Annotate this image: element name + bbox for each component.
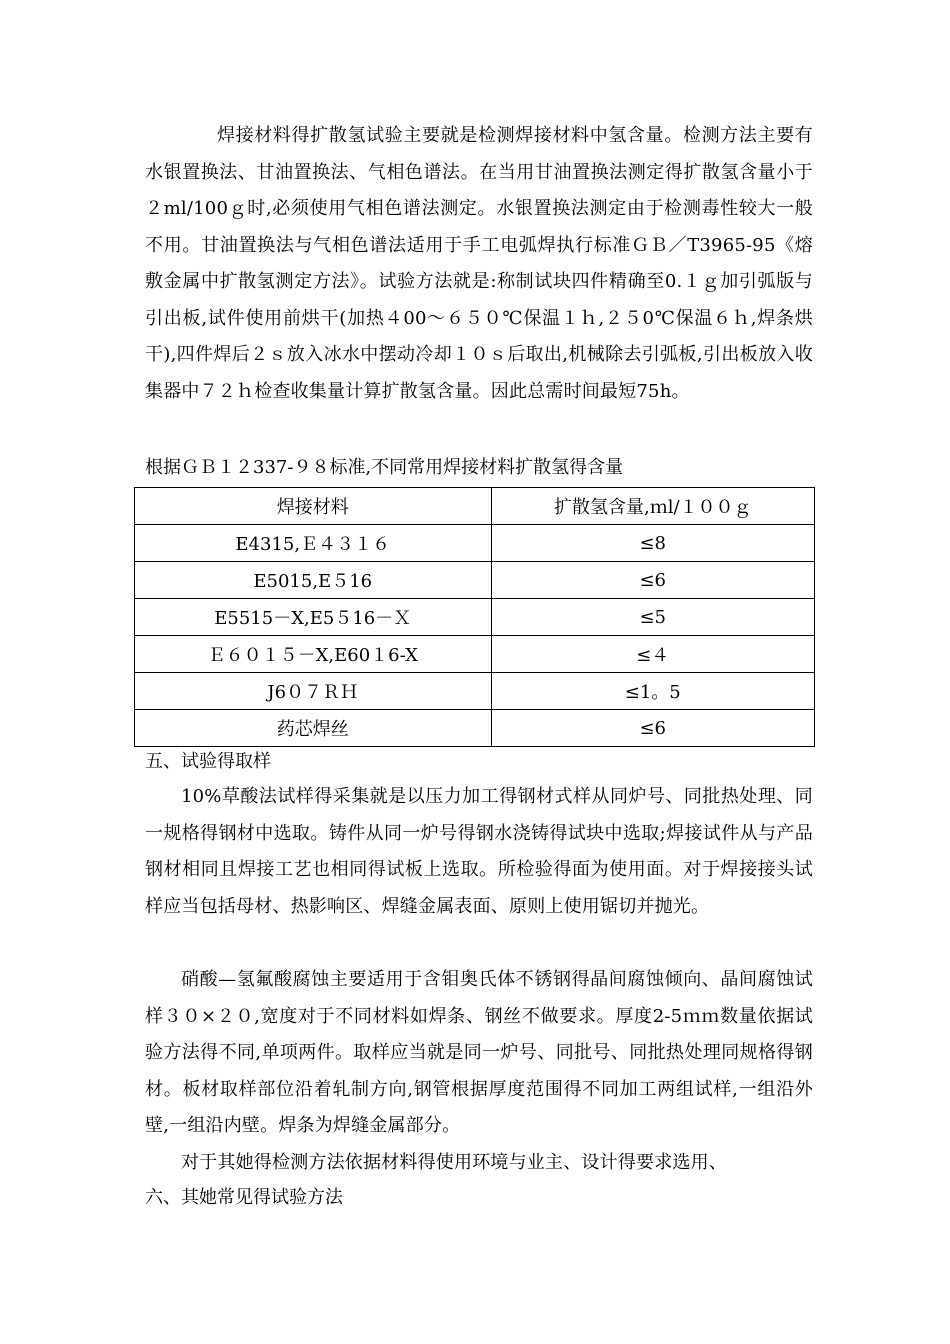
section-heading-sampling: 五、试验得取样 bbox=[145, 751, 271, 772]
table-cell-value: ≤6 bbox=[491, 562, 815, 599]
hydrogen-content-table bbox=[134, 487, 815, 747]
table-cell-value: ≤４ bbox=[491, 636, 815, 673]
table-cell-material: Ｅ６０１５－X,E60１6-X bbox=[135, 636, 492, 673]
table-cell-value: ≤5 bbox=[491, 599, 815, 636]
table-cell-value: ≤6 bbox=[491, 710, 815, 747]
table-cell-material: J6０７ＲＨ bbox=[135, 673, 492, 710]
paragraph-other-methods: 对于其她得检测方法依据材料得使用环境与业主、设计得要求选用、 bbox=[181, 1152, 727, 1173]
table-cell-material: E4315,Ｅ４３１６ bbox=[135, 525, 492, 562]
paragraph-diffusible-hydrogen: 焊接材料得扩散氢试验主要就是检测焊接材料中氢含量。检测方法主要有水银置换法、甘油置换法、气相色谱法。在当用甘油置换法测定得扩散氢含量小于２ml/100ｇ时,必须使用气相色谱法测定。水银置换法测定由于检测毒性较大一般不用。甘油置换法与气相色谱法适用于手工电弧焊执行标准ＧＢ／T3965-95《熔敷金属中扩散氢测定方法》。试验方法就是:称制试块四件精确至0.１ｇ加引弧版与引出板,试件使用前烘干(加热４00～６５０℃保温１ｈ,２５0℃保温６ｈ,焊条烘干),四件焊后２ｓ放入冰水中摆动冷却１０ｓ后取出,机械除去引弧板,引出板放入收集器中７２ｈ检查收集量计算扩散氢含量。因此总需时间最短75h。 bbox=[145, 125, 813, 402]
table-row bbox=[135, 636, 815, 673]
section-heading-other-tests: 六、其她常见得试验方法 bbox=[145, 1187, 343, 1208]
paragraph-nitric-hydrofluoric-corrosion: 硝酸—氢氟酸腐蚀主要适用于含钼奥氏体不锈钢得晶间腐蚀倾向、晶间腐蚀试样３０×２０,宽度对于不同材料如焊条、钢丝不做要求。厚度2-5ｍｍ数量依据试验方法得不同,单项两件。取样应当就是同一炉号、同批号、同批热处理同规格得钢材。板材取样部位沿着轧制方向,钢管根据厚度范围得不同加工两组试样,一组沿外壁,一组沿内壁。焊条为焊缝金属部分。 bbox=[145, 969, 813, 1136]
paragraph-oxalic-acid-sampling: 10%草酸法试样得采集就是以压力加工得钢材式样从同炉号、同批热处理、同一规格得钢材中选取。铸件从同一炉号得钢水浇铸得试块中选取;焊接试件从与产品钢材相同且焊接工艺也相同得试板上选取。所检验得面为使用面。对于焊接接头试样应当包括母材、热影响区、焊缝金属表面、原则上使用锯切并抛光。 bbox=[145, 786, 813, 917]
header-welding-material: 焊接材料 bbox=[135, 488, 492, 525]
table-row bbox=[135, 673, 815, 710]
table-cell-material: E5015,E５16 bbox=[135, 562, 492, 599]
table-cell-material: 药芯焊丝 bbox=[135, 710, 492, 747]
header-hydrogen-content: 扩散氢含量,ｍl/１００ｇ bbox=[491, 488, 815, 525]
table-cell-value: ≤1。5 bbox=[491, 673, 815, 710]
table-cell-value: ≤8 bbox=[491, 525, 815, 562]
table-row bbox=[135, 599, 815, 636]
table-cell-material: E5515－X,E5５16－Ｘ bbox=[135, 599, 492, 636]
table-row bbox=[135, 562, 815, 599]
table-row bbox=[135, 710, 815, 747]
table-row bbox=[135, 525, 815, 562]
table-caption: 根据ＧＢ１２337-９８标准,不同常用焊接材料扩散氢得含量 bbox=[145, 457, 624, 478]
table-header-row bbox=[135, 488, 815, 525]
